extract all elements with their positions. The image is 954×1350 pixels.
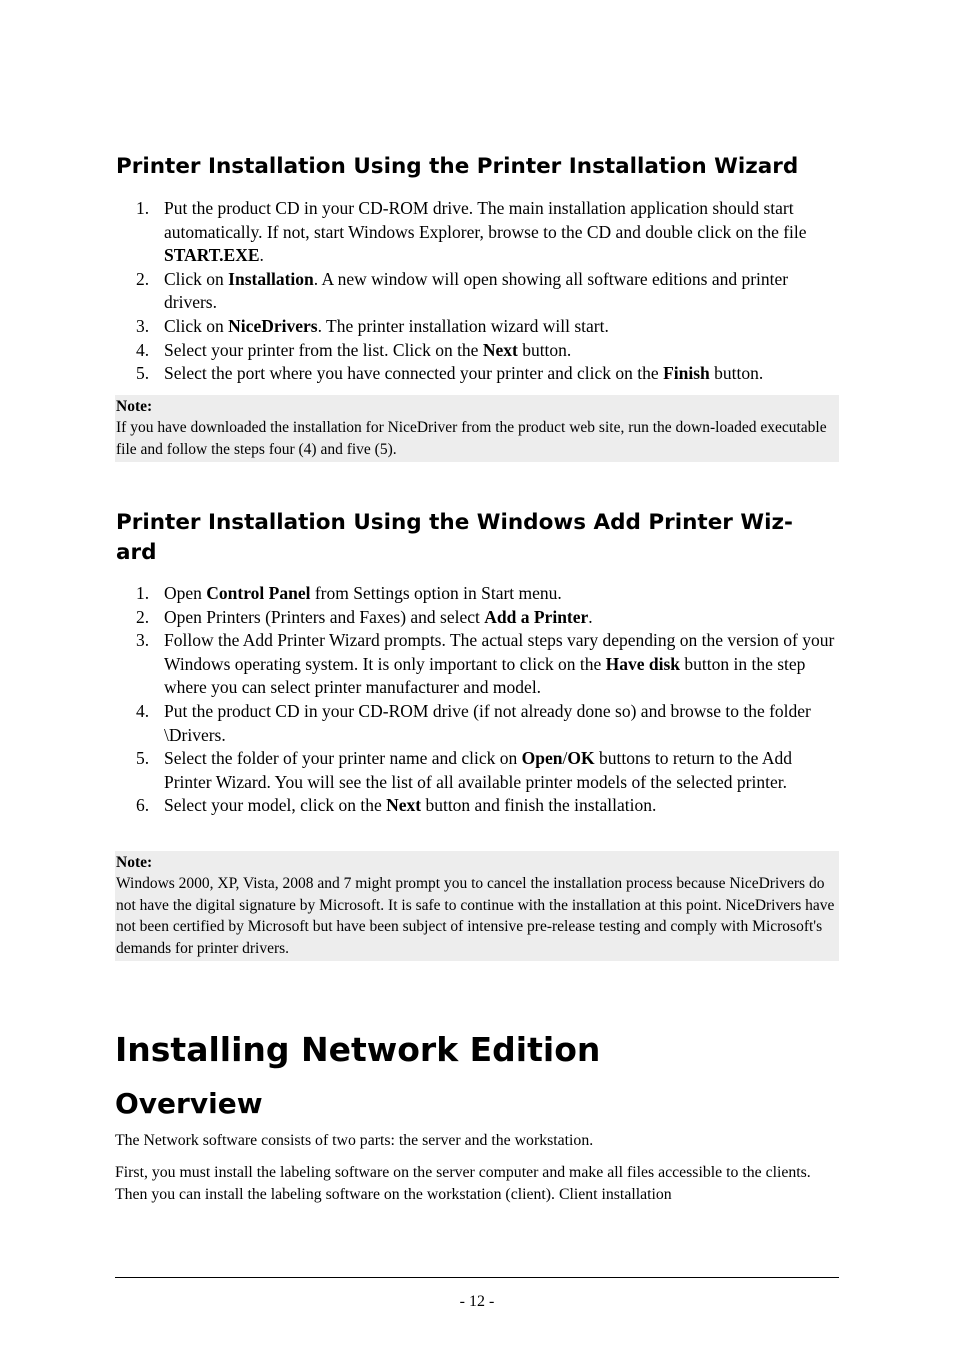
bold-term: Open [521,748,563,769]
list-item-text [164,198,807,265]
text-run: Put the product CD in your CD-ROM drive. The main installation application should start automatically. If not, start Windows Explorer, browse to the CD and double click on the file [164,198,807,242]
list-item-number: 3. [136,630,150,651]
list-item [116,582,836,606]
list-item-number: 5. [136,363,150,384]
section-title-overview: Overview [115,1087,263,1120]
list-item-number: 4. [136,700,150,721]
list-item [116,362,836,386]
list-item [116,315,836,339]
list-item [116,606,836,630]
text-run: Select your model, click on the [164,795,387,816]
list-item-text [164,363,763,383]
text-run: button and finish the installation. [421,795,657,816]
text-run: button. [517,339,572,360]
note-text: Windows 2000, XP, Vista, 2008 and 7 might prompt you to cancel the installation process because NiceDrivers do not have the digital signature by Microsoft. It is safe to continue with the installation at this point. NiceDrivers have not been certified by Microsoft but have been subject of intensive pre-release testing and comply with Microsoft's demands for printer drivers. [116,875,835,957]
text-run: Select the port where you have connected your printer and click on the [164,363,664,384]
list-item-number: 5. [136,748,150,769]
list-item-text [164,607,593,627]
bold-term: Next [482,339,518,360]
bold-term: Have disk [605,653,680,674]
list-item-text [164,269,788,313]
list-item-text [164,701,811,745]
bold-term: OK [567,748,595,769]
steps-list-printer-wizard [116,197,836,386]
list-item [116,268,836,315]
list-item-text [164,316,609,336]
text-run: / [562,748,568,769]
list-item-text [164,748,792,792]
text-run: . [259,245,264,266]
steps-list-add-printer-wizard [116,582,836,818]
bold-term: Control Panel [206,583,311,603]
footer-divider [115,1277,839,1278]
list-item-number: 3. [136,315,150,336]
text-run: . [588,606,593,627]
list-item-text [164,630,834,697]
text-run: . The printer installation wizard will start. [317,315,609,336]
list-item [116,339,836,363]
text-run: Open Printers (Printers and Faxes) and select [164,606,485,627]
list-item [116,197,836,268]
list-item-number: 2. [136,606,150,627]
text-run: Put the product CD in your CD-ROM drive (if not already done so) and browse to the folder \Drivers. [164,700,811,745]
note-label: Note: [116,854,153,871]
list-item-text [164,795,656,815]
text-run: Click on [164,268,229,289]
note-text: If you have downloaded the installation for NiceDriver from the product web site, run the down-loaded executable file and follow the steps four (4) and five (5). [116,419,827,458]
list-item [116,794,836,818]
list-item-text [164,583,562,603]
list-item-text [164,340,571,360]
note-box-add-printer-wizard [115,851,839,961]
text-run: Follow the Add Printer Wizard prompts. The actual steps vary depending on the version of your Windows operating system. It is only important to click on the [164,630,835,674]
list-item [116,747,836,794]
bold-term: NiceDrivers [228,315,318,336]
text-run: Click on [164,315,229,336]
chapter-title: Installing Network Edition [115,1030,601,1069]
text-run: button in the step where you can select printer manufacturer and model. [164,653,806,698]
text-run: Select your printer from the list. Click on the [164,339,483,360]
list-item-number: 6. [136,795,150,816]
list-item [116,629,836,700]
text-run: Select the folder of your printer name and click on [164,748,522,769]
section-heading-printer-wizard: Printer Installation Using the Printer Installation Wizard [116,154,799,179]
text-run: button. [709,363,764,384]
list-item-number: 1. [136,583,150,603]
bold-term: Installation [228,268,314,289]
note-label: Note: [116,398,153,415]
bold-term: Finish [663,363,710,384]
note-box-printer-wizard [115,395,839,462]
overview-paragraph-2: First, you must install the labeling software on the server computer and make all files accessible to the clients. Then you can install the labeling software on the workstation (client). Client installation [115,1164,811,1203]
bold-term: START.EXE [164,245,260,266]
list-item-number: 4. [136,339,150,360]
list-item [116,700,836,747]
list-item-number: 2. [136,268,150,289]
text-run: buttons to return to the Add Printer Wizard. You will see the list of all available printer models of the selected printer. [164,748,792,792]
section-heading-add-printer-wizard: Printer Installation Using the Windows Add Printer Wiz-ard [116,510,793,565]
bold-term: Next [386,795,422,816]
text-run: from Settings option in Start menu. [310,583,562,603]
bold-term: Add a Printer [484,606,589,627]
list-item-number: 1. [136,198,150,218]
text-run: Open [164,583,207,603]
text-run: . A new window will open showing all software editions and printer drivers. [164,268,789,313]
page-number: - 12 - [459,1293,495,1310]
overview-paragraph-1: The Network software consists of two parts: the server and the workstation. [115,1132,594,1149]
